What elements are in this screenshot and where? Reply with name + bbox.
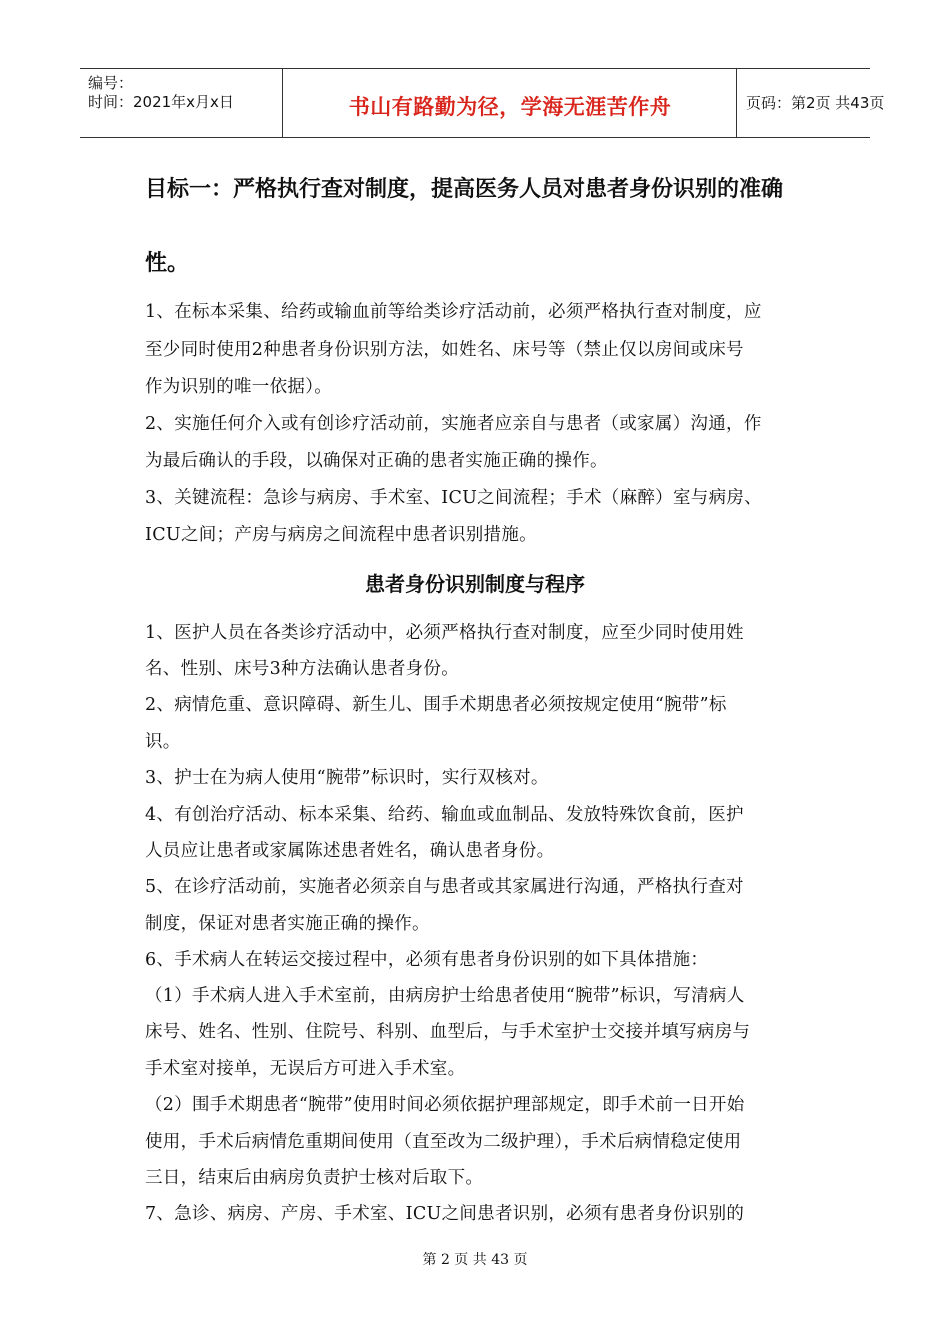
goal-heading-line-2: 性。 (145, 251, 190, 276)
goal-paragraph-line: 为最后确认的手段，以确保对正确的患者实施正确的操作。 (145, 451, 608, 471)
goal-paragraph-line: 1、在标本采集、给药或输血前等给类诊疗活动前，必须严格执行查对制度，应 (145, 302, 762, 322)
system-paragraph-line: 三日，结束后由病房负责护士核对后取下。 (145, 1168, 484, 1188)
system-paragraph-line: 制度，保证对患者实施正确的操作。 (145, 914, 430, 934)
system-paragraph-line: 7、急诊、病房、产房、手术室、ICU之间患者识别，必须有患者身份识别的 (145, 1204, 745, 1224)
system-paragraph-line: （2）围手术期患者“腕带”使用时间必须依据护理部规定，即手术前一日开始 (145, 1095, 745, 1115)
system-paragraph-line: 名、性别、床号3种方法确认患者身份。 (145, 659, 460, 679)
goal-paragraph-line: 3、关键流程：急诊与病房、手术室、ICU之间流程；手术（麻醉）室与病房、 (145, 488, 762, 508)
goal-paragraph-line: 作为识别的唯一依据）。 (145, 377, 333, 397)
time-label: 时间：2021年x月x日 (88, 93, 234, 111)
system-paragraph-line: 5、在诊疗活动前，实施者必须亲自与患者或其家属进行沟通，严格执行查对 (145, 877, 744, 897)
system-paragraph-line: 人员应让患者或家属陈述患者姓名，确认患者身份。 (145, 841, 555, 861)
header-left-cell (80, 69, 283, 137)
system-paragraph-line: 2、病情危重、意识障碍、新生儿、围手术期患者必须按规定使用“腕带”标 (145, 695, 727, 715)
page-header (80, 68, 885, 138)
system-paragraph-line: （1）手术病人进入手术室前，由病房护士给患者使用“腕带”标识，写清病人 (145, 986, 745, 1006)
header-right-cell (738, 69, 885, 137)
page-footer: 第 2 页 共 43 页 (422, 1252, 528, 1268)
system-paragraph-line: 6、手术病人在转运交接过程中，必须有患者身份识别的如下具体措施： (145, 950, 709, 970)
goal-heading-line-1: 目标一：严格执行查对制度，提高医务人员对患者身份识别的准确 (145, 177, 784, 202)
code-label: 编号： (88, 74, 134, 92)
motto: 书山有路勤为径，学海无涯苦作舟 (348, 95, 672, 119)
header-center-cell (284, 69, 737, 137)
system-paragraph-line: 使用，手术后病情危重期间使用（直至改为二级护理），手术后病情稳定使用 (145, 1132, 742, 1152)
goal-paragraph-line: 至少同时使用2种患者身份识别方法，如姓名、床号等（禁止仅以房间或床号 (145, 340, 744, 360)
system-paragraph-line: 手术室对接单，无误后方可进入手术室。 (145, 1059, 466, 1079)
system-paragraph-line: 3、护士在为病人使用“腕带”标识时，实行双核对。 (145, 768, 549, 788)
goal-paragraph-line: ICU之间；产房与病房之间流程中患者识别措施。 (145, 525, 537, 545)
goal-paragraph-line: 2、实施任何介入或有创诊疗活动前，实施者应亲自与患者（或家属）沟通，作 (145, 414, 762, 434)
section-title: 患者身份识别制度与程序 (365, 572, 585, 596)
system-paragraph-line: 4、有创治疗活动、标本采集、给药、输血或血制品、发放特殊饮食前，医护 (145, 805, 744, 825)
system-paragraph-line: 床号、姓名、性别、住院号、科别、血型后，与手术室护士交接并填写病房与 (145, 1022, 751, 1042)
system-paragraph-line: 识。 (145, 732, 181, 752)
page-number-label: 页码：第2页 共43页 (746, 94, 885, 112)
system-paragraph-line: 1、医护人员在各类诊疗活动中，必须严格执行查对制度，应至少同时使用姓 (145, 623, 744, 643)
